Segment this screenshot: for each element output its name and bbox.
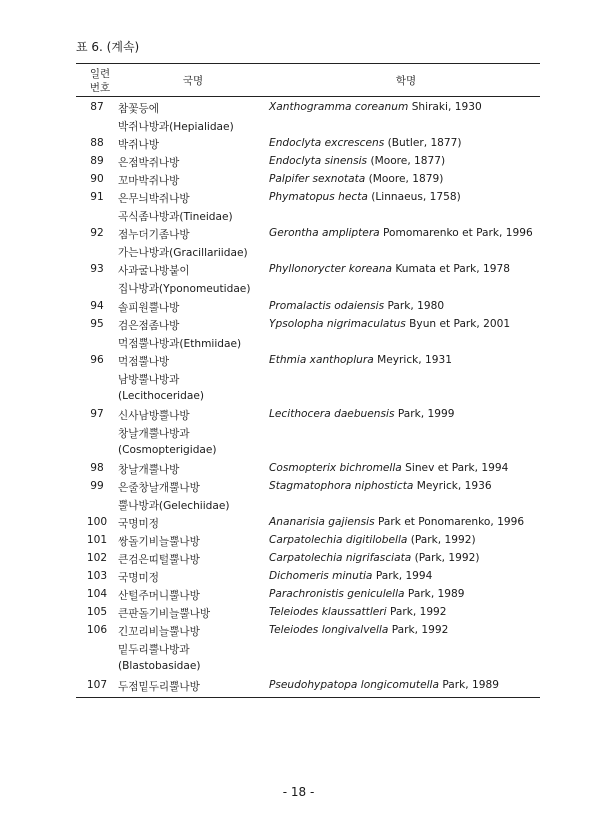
species-binomial: Ypsolopha nigrimaculatus <box>269 317 406 330</box>
table-row <box>76 135 540 153</box>
scientific-name <box>269 570 432 582</box>
scientific-name <box>269 679 499 691</box>
korean-name: (Cosmopterigidae) <box>118 443 217 456</box>
korean-name: 창날개뿔나방과 <box>118 427 190 440</box>
table-row <box>76 207 540 225</box>
row-number: 95 <box>90 317 104 330</box>
row-number: 101 <box>86 534 108 547</box>
row-number: 87 <box>90 101 104 113</box>
species-author: Meyrick, 1936 <box>416 479 492 492</box>
row-number: 97 <box>90 407 104 420</box>
species-author: Park, 1989 <box>442 678 499 691</box>
scientific-name <box>269 480 492 492</box>
korean-name: 쌍돌기비늘뿔나방 <box>118 536 200 549</box>
row-number: 99 <box>90 479 104 492</box>
korean-name: 박쥐나방 <box>118 139 159 152</box>
species-binomial: Endoclyta sinensis <box>269 155 368 168</box>
species-binomial: Carpatolechia digitilobella <box>269 534 408 547</box>
korean-name: 큰검은띠털뿔나방 <box>118 554 200 567</box>
header-number-line1: 일련 <box>89 68 111 80</box>
korean-name: 곡식좀나방과(Tineidae) <box>118 211 233 224</box>
scientific-name <box>269 101 482 113</box>
table-row <box>76 279 540 297</box>
scientific-name <box>269 606 447 618</box>
table-row <box>76 298 540 316</box>
species-binomial: Teleiodes longivalvella <box>269 624 389 637</box>
korean-name: 집나방과(Yponomeutidae) <box>118 283 251 296</box>
species-author: (Moore, 1877) <box>370 155 446 168</box>
korean-name: 남방뿔나방과 <box>118 373 180 386</box>
species-binomial: Pseudohypatopa longicomutella <box>269 678 439 691</box>
korean-name: 긴꼬리비늘뿔나방 <box>118 626 200 639</box>
table-row <box>76 514 540 532</box>
species-author: (Park, 1992) <box>410 534 476 547</box>
korean-name: 은점박쥐나방 <box>118 157 180 170</box>
species-table <box>76 63 540 698</box>
korean-name: 산털주머니뿔나방 <box>118 590 200 603</box>
korean-name: 큰판돌기비늘뿔나방 <box>118 608 211 621</box>
table-row <box>76 406 540 424</box>
korean-name: 국명미정 <box>118 518 159 531</box>
table-row <box>76 496 540 514</box>
row-number: 89 <box>90 155 104 168</box>
table-row <box>76 532 540 550</box>
species-binomial: Gerontha ampliptera <box>269 227 380 240</box>
species-author: (Park, 1992) <box>414 552 480 565</box>
table-row <box>76 225 540 243</box>
species-author: (Linnaeus, 1758) <box>371 191 461 204</box>
row-number: 100 <box>86 516 108 529</box>
table-body <box>76 97 540 697</box>
species-binomial: Palpifer sexnotata <box>269 173 366 186</box>
table-row <box>76 388 540 406</box>
species-author: Sinev et Park, 1994 <box>405 461 509 474</box>
korean-name: 은줄창날개뿔나방 <box>118 481 200 494</box>
table-bottom-rule <box>76 697 540 698</box>
korean-name: 두점밑두리뿔나방 <box>118 680 200 693</box>
species-author: Park, 1989 <box>407 588 465 601</box>
scientific-name <box>269 552 479 564</box>
table-row <box>76 568 540 586</box>
scientific-name <box>269 354 452 366</box>
table-row <box>76 586 540 604</box>
table-row <box>76 442 540 460</box>
species-author: Park, 1994 <box>375 570 433 583</box>
table-header <box>76 64 540 96</box>
korean-name: 점누더기좀나방 <box>118 229 190 242</box>
row-number: 98 <box>90 461 104 474</box>
species-author: Kumata et Park, 1978 <box>395 263 510 276</box>
korean-name: (Blastobasidae) <box>118 660 201 673</box>
table-row <box>76 189 540 207</box>
table-row <box>76 171 540 189</box>
table-row <box>76 316 540 334</box>
korean-name: 먹점뿔나방과(Ethmiidae) <box>118 337 242 350</box>
species-author: Park, 1992 <box>391 624 449 637</box>
species-author: Park, 1992 <box>389 606 447 619</box>
header-korean-name: 국명 <box>182 75 204 87</box>
scientific-name <box>269 318 510 330</box>
table-row <box>76 153 540 171</box>
row-number: 96 <box>90 353 104 366</box>
korean-name: 꼬마박쥐나방 <box>118 175 180 188</box>
korean-name: 박쥐나방과(Hepialidae) <box>118 121 234 134</box>
table-row <box>76 370 540 388</box>
scientific-name <box>269 516 524 528</box>
header-number <box>80 67 120 95</box>
scientific-name <box>269 588 465 600</box>
scientific-name <box>269 191 461 203</box>
row-number: 94 <box>90 299 104 312</box>
korean-name: 밑두리뿔나방과 <box>118 644 190 657</box>
scientific-name <box>269 155 445 167</box>
table-row <box>76 117 540 135</box>
species-binomial: Endoclyta excrescens <box>269 137 385 150</box>
species-author: Shiraki, 1930 <box>411 101 482 113</box>
table-row <box>76 460 540 478</box>
page-number: - 18 - <box>282 785 315 799</box>
species-binomial: Carpatolechia nigrifasciata <box>269 552 412 565</box>
species-author: Pomomarenko et Park, 1996 <box>383 227 533 240</box>
table-row <box>76 261 540 279</box>
species-binomial: Lecithocera daebuensis <box>269 407 395 420</box>
row-number: 91 <box>90 191 104 204</box>
scientific-name <box>269 173 443 185</box>
scientific-name <box>269 462 508 474</box>
korean-name: 검은점좀나방 <box>118 319 180 332</box>
korean-name: 은무늬박쥐나방 <box>118 193 190 206</box>
korean-name: 국명미정 <box>118 572 159 585</box>
species-binomial: Cosmopterix bichromella <box>269 461 402 474</box>
scientific-name <box>269 534 476 546</box>
row-number: 104 <box>86 588 108 601</box>
table-row <box>76 658 540 676</box>
species-binomial: Promalactis odaiensis <box>269 299 385 312</box>
row-number: 105 <box>86 606 108 619</box>
row-number: 88 <box>90 137 104 150</box>
korean-name: (Lecithoceridae) <box>118 389 204 402</box>
species-author: (Moore, 1879) <box>368 173 444 186</box>
species-author: Byun et Park, 2001 <box>409 317 511 330</box>
row-number: 107 <box>86 678 108 691</box>
korean-name: 먹점뿔나방 <box>118 355 170 368</box>
table-row <box>76 677 540 695</box>
species-author: Park et Ponomarenko, 1996 <box>377 516 525 529</box>
species-author: Park, 1999 <box>397 407 455 420</box>
header-scientific-name: 학명 <box>395 75 417 87</box>
species-binomial: Phyllonorycter koreana <box>269 263 392 276</box>
scientific-name <box>269 300 444 312</box>
table-row <box>76 99 540 117</box>
scientific-name <box>269 227 533 239</box>
table-row <box>76 478 540 496</box>
row-number: 90 <box>90 173 104 186</box>
species-binomial: Ethmia xanthoplura <box>269 353 374 366</box>
row-number: 93 <box>90 263 104 276</box>
species-binomial: Parachronistis geniculella <box>269 588 405 601</box>
species-author: Meyrick, 1931 <box>377 353 453 366</box>
table-caption: 표 6. (계속) <box>76 40 140 54</box>
scientific-name <box>269 137 462 149</box>
row-number: 103 <box>86 570 108 583</box>
korean-name: 사과굴나방붙이 <box>118 265 190 278</box>
korean-name: 참꽃등에 <box>118 103 159 115</box>
species-author: Park, 1980 <box>387 299 445 312</box>
korean-name: 가는나방과(Gracillariidae) <box>118 247 248 260</box>
species-binomial: Dichomeris minutia <box>269 570 373 583</box>
korean-name: 솔피원뿔나방 <box>118 301 180 314</box>
table-row <box>76 550 540 568</box>
table-row <box>76 604 540 622</box>
species-binomial: Ananarisia gajiensis <box>269 516 375 529</box>
table-row <box>76 622 540 640</box>
table-row <box>76 640 540 658</box>
row-number: 92 <box>90 227 104 240</box>
species-binomial: Phymatopus hecta <box>269 191 368 204</box>
table-row <box>76 334 540 352</box>
species-author: (Butler, 1877) <box>387 137 462 150</box>
row-number: 102 <box>86 552 108 565</box>
table-row <box>76 424 540 442</box>
scientific-name <box>269 624 448 636</box>
korean-name: 창날개뿔나방 <box>118 463 180 476</box>
species-binomial: Xanthogramma coreanum <box>269 101 409 113</box>
header-number-line2: 번호 <box>89 82 111 94</box>
species-binomial: Stagmatophora niphosticta <box>269 479 414 492</box>
row-number: 106 <box>86 624 108 637</box>
korean-name: 뿔나방과(Gelechiidae) <box>118 500 230 513</box>
species-binomial: Teleiodes klaussattleri <box>269 606 387 619</box>
scientific-name <box>269 408 454 420</box>
table-row <box>76 243 540 261</box>
scientific-name <box>269 263 510 275</box>
table-row <box>76 352 540 370</box>
korean-name: 신사남방뿔나방 <box>118 409 190 422</box>
